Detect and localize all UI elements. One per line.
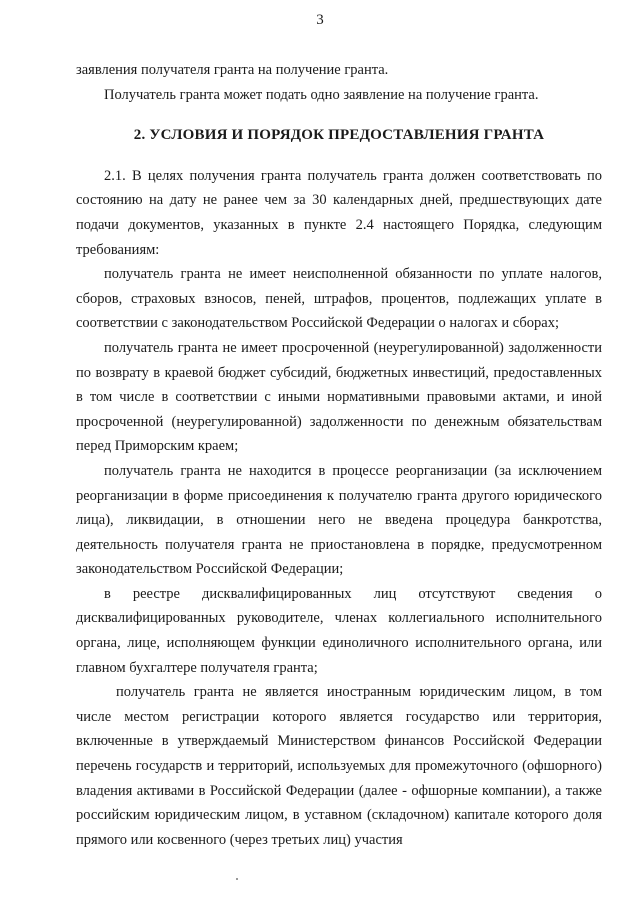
document-body <box>76 58 602 852</box>
requirement-no-tax-debt: получатель гранта не имеет неисполненной обязанности по уплате налогов, сборов, страховых взносов, пеней, штрафов, процентов, подлежащих уплате в соответствии с законодательством Российской Федерации о налогах и сборах; <box>76 266 602 332</box>
requirement-no-overdue-debt: получатель гранта не имеет просроченной (неурегулированной) задолженности по возврату в краевой бюджет субсидий, бюджетных инвестиций, предоставленных в том числе в соответствии с иными нормативными правовыми актами, и иной просроченной (неурегулированной) задолженности по денежным обязательствам перед Приморским краем; <box>76 339 602 455</box>
requirement-no-reorganization: получатель гранта не находится в процессе реорганизации (за исключением реорганизации в форме присоединения к получателю гранта другого юридического лица), ликвидации, в отношении него не введена процедура банкротства, деятельность получателя гранта не приостановлена в порядке, предусмотренном законодательством Российской Федерации; <box>76 462 602 578</box>
requirement-no-disqualified-persons: в реестре дисквалифицированных лиц отсутствуют сведения о дисквалифицированных руководителе, членах коллегиального исполнительного органа, лице, исполняющем функции единоличного исполнительного органа, или главном бухгалтере получателя гранта; <box>76 585 602 676</box>
section-heading: 2. УСЛОВИЯ И ПОРЯДОК ПРЕДОСТАВЛЕНИЯ ГРАНТА <box>133 127 545 144</box>
page-number: 3 <box>316 12 324 28</box>
intro-paragraph-single-application: Получатель гранта может подать одно заявление на получение гранта. <box>104 86 539 103</box>
intro-paragraph-continuation: заявления получателя гранта на получение гранта. <box>76 62 389 78</box>
paragraph-2-1: 2.1. В целях получения гранта получатель гранта должен соответствовать по состоянию на дату не ранее чем за 30 календарных дней, предшествующих дате подачи документов, указанных в пункте 2.4 настоящего Порядка, следующим требованиям: <box>76 167 602 258</box>
scan-speck <box>236 878 238 880</box>
requirement-not-foreign-entity: получатель гранта не является иностранным юридическим лицом, в том числе местом регистрации которого является государство или территория, включенные в утверждаемый Министерством финансов Российской Федерации перечень государств и территорий, используемых для промежуточного (офшорного) владения активами в Российской Федерации (далее - офшорные компании), а также российским юридическим лицом, в уставном (складочном) капитале которого доля прямого или косвенного (через третьих лиц) участия <box>76 684 602 848</box>
